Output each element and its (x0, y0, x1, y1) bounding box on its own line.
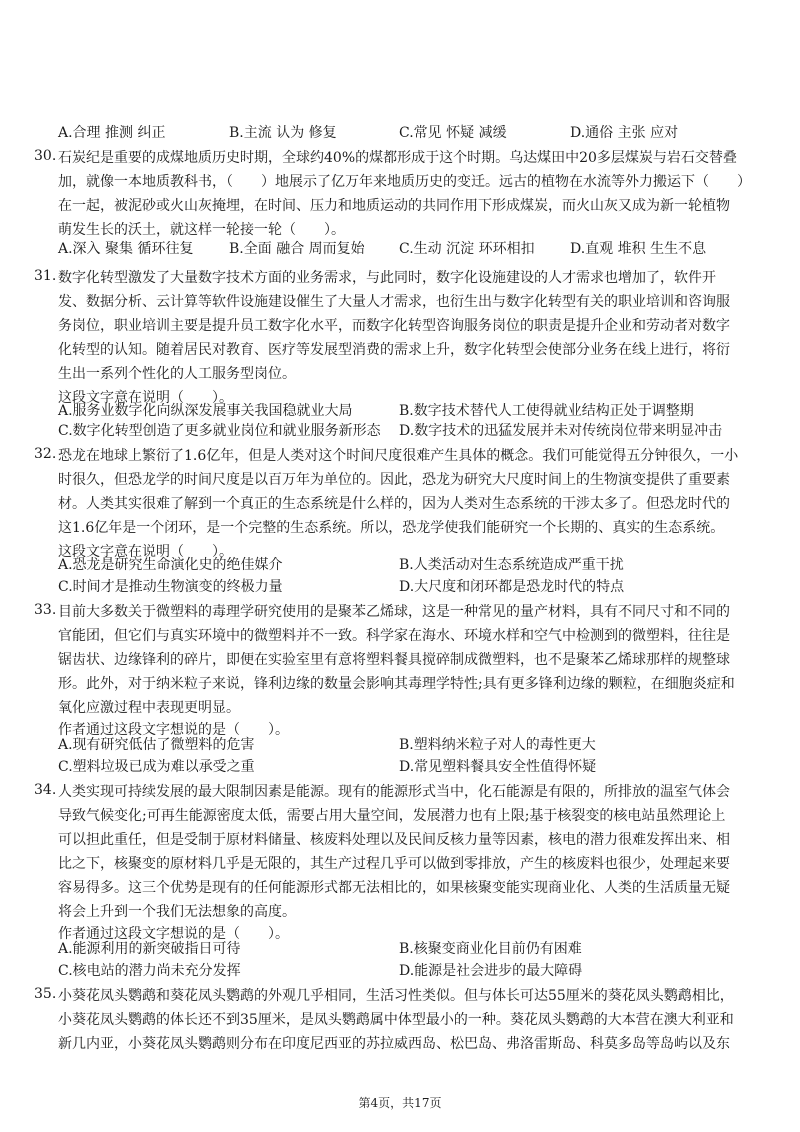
option-b[interactable]: B.塑料纳米粒子对人的毒性更大 (399, 737, 596, 753)
question-prompt: 作者通过这段文字想说的是（ ）。 (58, 926, 289, 942)
question-text-line: 氧化应激过程中表现更明显。 (58, 700, 240, 716)
question-number: 34. (34, 782, 57, 798)
question-text-line: 务岗位，职业培训主要是提升员工数字化水平，而数字化转型咨询服务岗位的职责是提升企业和劳动者对数字 (58, 318, 730, 334)
option-a[interactable]: A.深入 聚集 循环往复 (58, 241, 194, 257)
question-text-line: 恐龙在地球上繁衍了1.6亿年，但是人类对这个时间尺度很难产生具体的概念。我们可能觉得五分钟很久，一小 (58, 448, 739, 464)
question-text-line: 可以担此重任，但是受制于原材料储量、核废料处理以及民间反核力量等因素，核电的潜力很难发挥出来、相 (58, 832, 730, 848)
question-text-line: 人类实现可持续发展的最大限制因素是能源。现有的能源形式当中，化石能源是有限的，所排放的温室气体会 (58, 784, 730, 800)
option-a[interactable]: A.合理 推测 纠正 (58, 125, 166, 141)
option-d[interactable]: D.通俗 主张 应对 (570, 125, 679, 141)
question-text-line: 材。人类其实很难了解到一个真正的生态系统是什么样的，因为人类对生态系统的干涉太多了。但恐龙时代的 (58, 496, 730, 512)
question-text-line: 发、数据分析、云计算等软件设施建设催生了大量人才需求，也衍生出与数字化转型有关的职业培训和咨询服 (58, 294, 730, 310)
question-prompt: 这段文字意在说明（ ）。 (58, 390, 233, 406)
question-prompt: 这段文字意在说明（ ）。 (58, 544, 233, 560)
question-options (58, 554, 778, 576)
option-b[interactable]: B.全面 融合 周而复始 (229, 241, 365, 257)
option-d[interactable]: D.能源是社会进步的最大障碍 (399, 963, 583, 979)
question-text-line: 数字化转型激发了大量数字技术方面的业务需求，与此同时，数字化设施建设的人才需求也增加了，软件开 (58, 270, 716, 286)
question-options (58, 400, 778, 422)
option-b[interactable]: B.核聚变商业化目前仍有困难 (399, 941, 582, 957)
question-text-line: 时很久，但恐龙学的时间尺度是以百万年为单位的。因此，恐龙为研究大尺度时间上的生物演变提供了重要素 (58, 472, 730, 488)
prev-question-options (58, 122, 778, 144)
option-d[interactable]: D.数字技术的迅猛发展并未对传统岗位带来明显冲击 (399, 423, 723, 439)
question-text-line: 小葵花凤头鹦鹉和葵花凤头鹦鹉的外观几乎相同，生活习性类似。但与体长可达55厘米的葵花凤头鹦鹉相比， (58, 988, 734, 1004)
option-a[interactable]: A.能源利用的新突破指日可待 (58, 941, 241, 957)
question-text-line: 目前大多数关于微塑料的毒理学研究使用的是聚苯乙烯球，这是一种常见的量产材料，具有不同尺寸和不同的 (58, 604, 730, 620)
question-options (58, 420, 778, 442)
option-d[interactable]: D.大尺度和闭环都是恐龙时代的特点 (399, 579, 625, 595)
option-a[interactable]: A.现有研究低估了微塑料的危害 (58, 737, 255, 753)
question-text-line: 小葵花凤头鹦鹉的体长还不到35厘米，是凤头鹦鹉属中体型最小的一种。葵花凤头鹦鹉的大本营在澳大利亚和 (58, 1012, 734, 1028)
question-options (58, 576, 778, 598)
option-d[interactable]: D.直观 堆积 生生不息 (570, 241, 707, 257)
question-number: 31. (34, 268, 57, 284)
option-b[interactable]: B.数字技术替代人工使得就业结构正处于调整期 (399, 403, 694, 419)
question-text-line: 形。此外，对于纳米粒子来说，锋利边缘的数量会影响其毒理学特性;具有更多锋利边缘的颗粒，在细胞炎症和 (58, 676, 735, 692)
question-text-line: 容易得多。这三个优势是现有的任何能源形式都无法相比的，如果核聚变能实现商业化、人类的生活质量无疑 (58, 880, 730, 896)
question-options (58, 734, 778, 756)
question-text-line: 锯齿状、边缘锋利的碎片，即便在实验室里有意将塑料餐具搅碎制成微塑料，也不是聚苯乙烯球那样的规整球 (58, 652, 730, 668)
question-number: 30. (34, 148, 57, 164)
question-text-line: 生出一系列个性化的人工服务型岗位。 (58, 366, 296, 382)
question-text-line: 官能团，但它们与真实环境中的微塑料并不一致。科学家在海水、环境水样和空气中检测到的微塑料，往往是 (58, 628, 730, 644)
option-c[interactable]: C.时间才是推动生物演变的终极力量 (58, 579, 283, 595)
question-text-line: 比之下，核聚变的原材料几乎是无限的，其生产过程几乎可以做到零排放，产生的核废料也很少，处理起来要 (58, 856, 730, 872)
question-text-line: 在一起，被泥砂或火山灰掩埋，在时间、压力和地质运动的共同作用下形成煤炭，而火山灰又成为新一轮植物 (58, 198, 730, 214)
option-c[interactable]: C.核电站的潜力尚未充分发挥 (58, 963, 241, 979)
option-d[interactable]: D.常见塑料餐具安全性值得怀疑 (399, 759, 597, 775)
question-options (58, 238, 778, 260)
question-number: 35. (34, 986, 57, 1002)
question-text-line: 将会上升到一个我们无法想象的高度。 (58, 904, 296, 920)
question-number: 33. (34, 602, 57, 618)
option-b[interactable]: B.主流 认为 修复 (229, 125, 337, 141)
question-text-line: 萌发生长的沃土，就这样一轮接一轮（ ）。 (58, 222, 345, 238)
page-footer: 第4页，共17页 (358, 1096, 442, 1110)
question-text-line: 化转型的认知。随着居民对教育、医疗等发展型消费的需求上升，数字化转型会使部分业务在线上进行，将衍 (58, 342, 730, 358)
question-text-line: 石炭纪是重要的成煤地质历史时期，全球约40%的煤都形成于这个时期。乌达煤田中20多层煤炭与岩石交替叠 (58, 150, 737, 166)
question-text-line: 加，就像一本地质教科书，（ ）地展示了亿万年来地质历史的变迁。远古的植物在水流等外力搬运下（ ） (58, 174, 751, 190)
question-prompt: 作者通过这段文字想说的是（ ）。 (58, 722, 289, 738)
question-number: 32. (34, 446, 57, 462)
question-text-line: 导致气候变化;可再生能源密度太低，需要占用大量空间，发展潜力也有上限;基于核裂变的核电站虽然理论上 (58, 808, 726, 824)
question-text-line: 新几内亚，小葵花凤头鹦鹉则分布在印度尼西亚的苏拉威西岛、松巴岛、弗洛雷斯岛、科莫多岛等岛屿以及东 (58, 1036, 730, 1052)
question-options (58, 938, 778, 960)
option-b[interactable]: B.人类活动对生态系统造成严重干扰 (399, 557, 624, 573)
question-options (58, 756, 778, 778)
question-options (58, 960, 778, 982)
option-c[interactable]: C.常见 怀疑 减缓 (399, 125, 507, 141)
option-c[interactable]: C.生动 沉淀 环环相扣 (399, 241, 535, 257)
option-c[interactable]: C.数字化转型创造了更多就业岗位和就业服务新形态 (58, 423, 381, 439)
option-a[interactable]: A.服务业数字化向纵深发展事关我国稳就业大局 (58, 403, 353, 419)
option-c[interactable]: C.塑料垃圾已成为难以承受之重 (58, 759, 255, 775)
option-a[interactable]: A.恐龙是研究生命演化史的绝佳媒介 (58, 557, 283, 573)
question-text-line: 这1.6亿年是一个闭环，是一个完整的生态系统。所以，恐龙学使我们能研究一个长期的、真实的生态系统。 (58, 520, 725, 536)
